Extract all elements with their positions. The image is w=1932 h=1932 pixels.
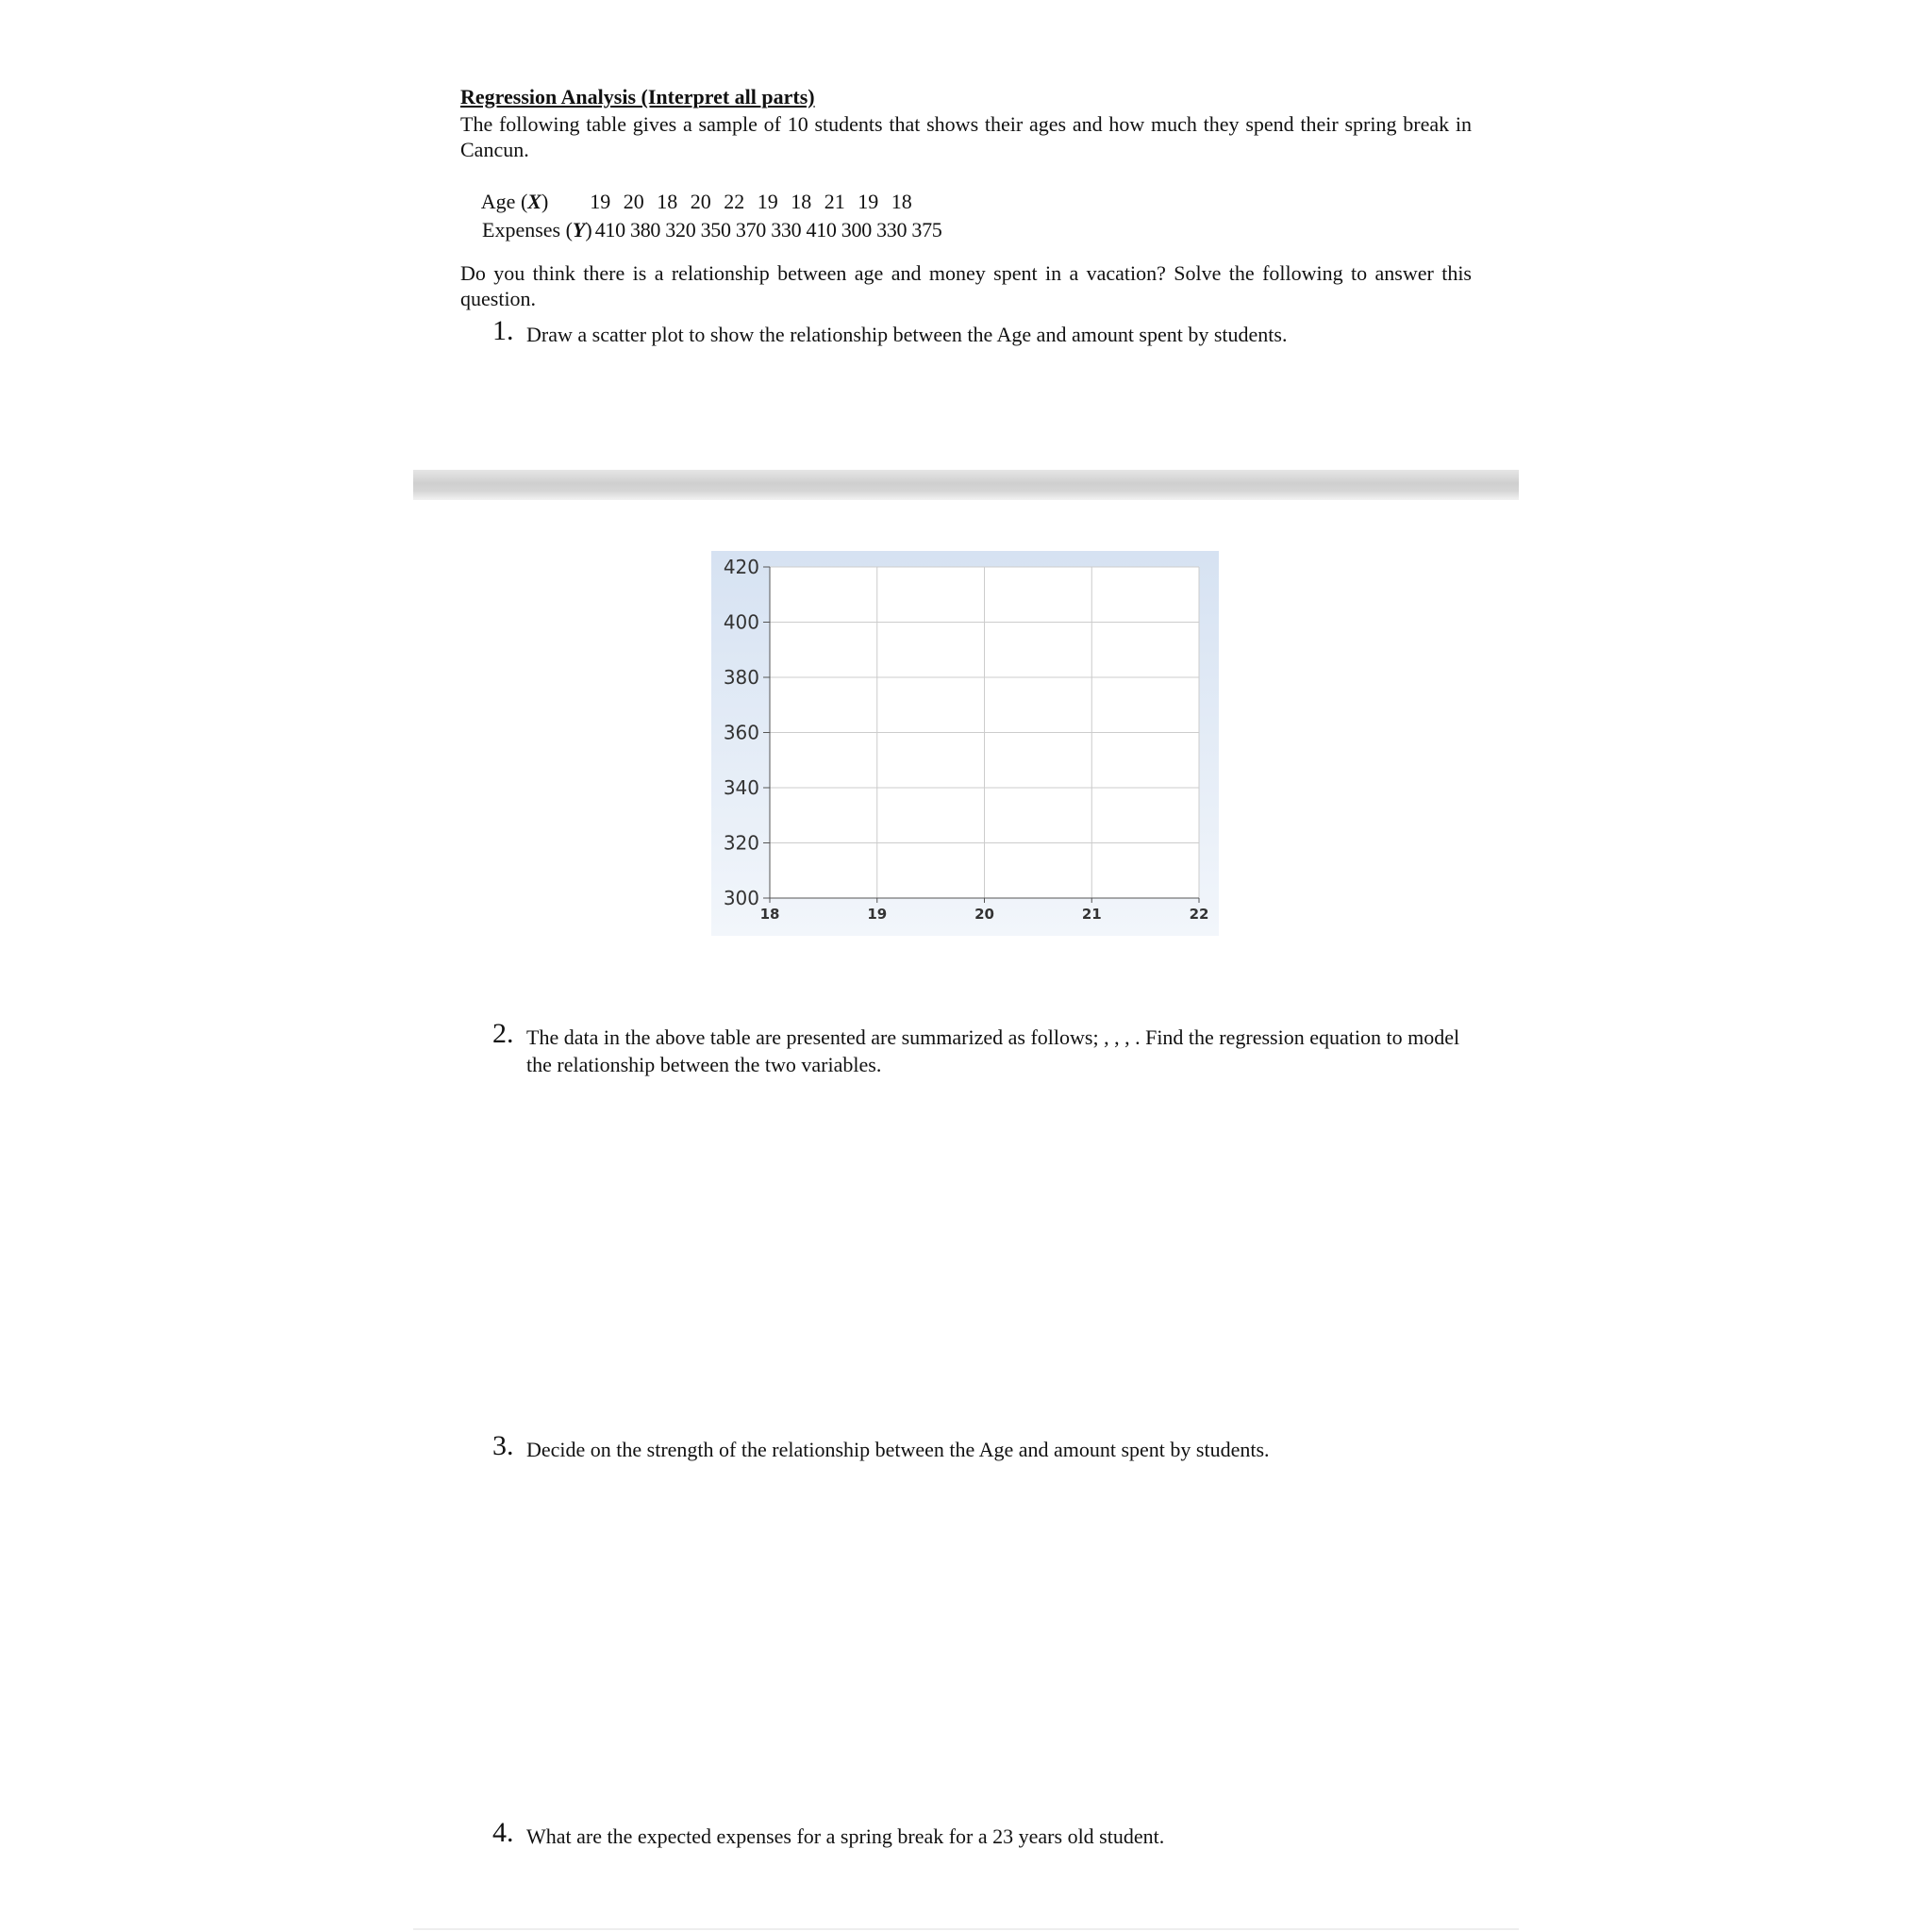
item-text: Decide on the strength of the relationship between the Age and amount spent by students. — [526, 1438, 1270, 1461]
item-text: The data in the above table are presented are summarized as follows; , , , . Find the regression equation to model the relationship between the two variables. — [526, 1025, 1460, 1076]
x-tick-label: 18 — [759, 906, 780, 923]
age-values: 19 20 18 20 22 19 18 21 19 18 — [590, 190, 912, 213]
question-item-2 — [492, 1018, 1474, 1078]
x-tick-label: 19 — [867, 906, 888, 923]
worksheet-title: Regression Analysis (Interpret all parts) — [460, 85, 815, 108]
question-item-3 — [492, 1430, 1474, 1463]
item-text: Draw a scatter plot to show the relationship between the Age and amount spent by students. — [526, 323, 1288, 346]
section-divider — [413, 470, 1519, 500]
bottom-rule — [413, 1928, 1519, 1930]
item-number: 2. — [492, 1018, 514, 1049]
y-tick-label: 380 — [723, 666, 759, 689]
item-number: 1. — [492, 315, 514, 346]
x-tick-label: 22 — [1189, 906, 1209, 923]
y-tick-label: 420 — [723, 556, 759, 578]
item-number: 4. — [492, 1817, 514, 1848]
intro-paragraph: The following table gives a sample of 10 students that shows their ages and how much they spend their spring break in Cancun. — [460, 112, 1472, 161]
x-tick-label: 21 — [1081, 906, 1102, 923]
y-tick-label: 400 — [723, 610, 759, 634]
y-tick-label: 320 — [723, 831, 759, 855]
item-text: What are the expected expenses for a spring break for a 23 years old student. — [526, 1824, 1165, 1848]
y-tick-label: 340 — [723, 776, 759, 799]
scatter-plot-chart — [711, 551, 1219, 936]
expenses-label: Expenses (Y) — [482, 218, 592, 242]
question-item-4 — [492, 1817, 1474, 1850]
y-tick-label: 360 — [723, 721, 759, 744]
item-number: 3. — [492, 1430, 514, 1461]
expenses-row — [461, 193, 942, 267]
y-tick-label: 300 — [723, 887, 759, 909]
expenses-values: 410 380 320 350 370 330 410 300 330 375 — [594, 218, 942, 242]
chart-svg — [711, 551, 1219, 936]
x-tick-label: 20 — [974, 906, 994, 923]
question-paragraph: Do you think there is a relationship between age and money spent in a vacation? Solve the following to answer this question. — [460, 261, 1472, 310]
question-item-1 — [492, 315, 1474, 348]
age-label: Age (X) — [480, 190, 549, 213]
